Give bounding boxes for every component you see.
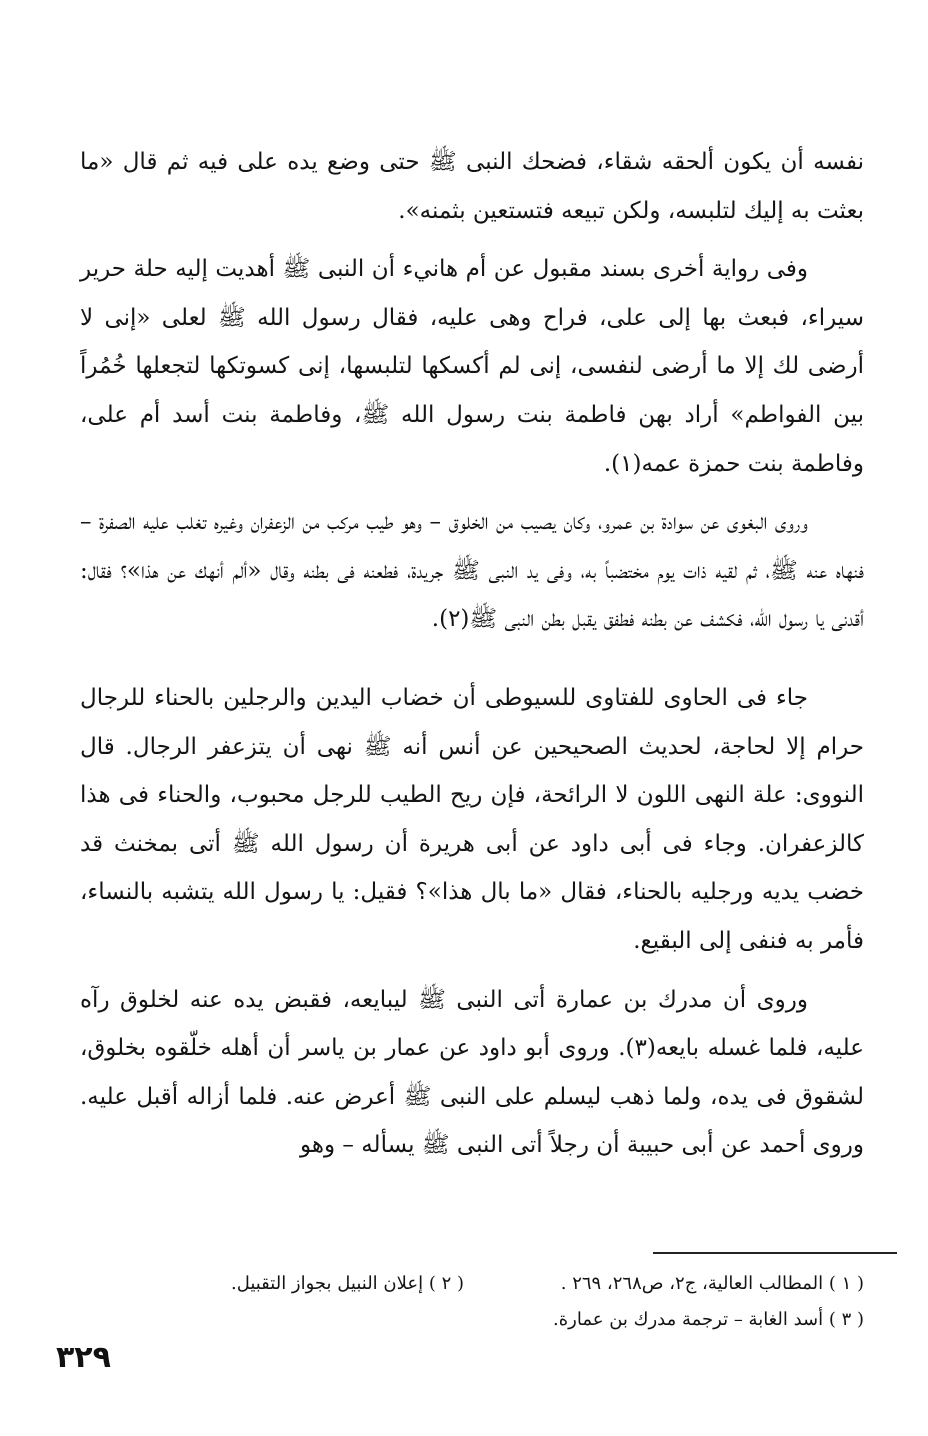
footnote-1: ( ١ ) المطالب العالية، ج٢، ص٢٦٨، ٢٦٩ . bbox=[560, 1273, 864, 1294]
footnote-2: ( ٢ ) إعلان النبيل بجواز التقبيل. bbox=[230, 1273, 464, 1294]
page-number: ٣٢٩ bbox=[56, 1340, 111, 1375]
paragraph-4: جاء فى الحاوى للفتاوى للسيوطى أن خضاب اليدين والرجلين بالحناء للرجال حرام إلا لحاجة، لحديث الصحيحين عن أنس أنه ﷺ نهى أن يتزعفر الرجال. قال النووى: علة النهى اللون لا الرائحة، فإن ريح الطيب للرجل محبوب، والحناء فى هذا كالزعفران. وجاء فى أبى داود عن أبى هريرة أن رسول الله ﷺ أتى بمخنث قد خضب يديه ورجليه بالحناء، فقال «ما بال هذا»؟ فقيل: يا رسول الله يتشبه بالنساء، فأمر به فنفى إلى البقيع. bbox=[80, 684, 864, 954]
footnote-divider bbox=[653, 1252, 897, 1254]
footnotes bbox=[80, 1266, 864, 1338]
footnote-3: ( ٣ ) أسد الغابة – ترجمة مدرك بن عمارة. bbox=[553, 1309, 864, 1330]
paragraph-3: وروى البغوى عن سوادة بن عمرو، وكان يصيب من الخلوق – وهو طيب مركب من الزعفران وغيره تغلب عليه الصفرة – فنهاه عنه ﷺ، ثم لقيه ذات يوم مختضباً به، وفى يد النبى ﷺ جريدة، فطعنه فى بطنه وقال «ألم أنهك عن هذا»؟ فقال: أقدنى يا رسول الله، فكشف عن بطنه فطفق يقبل بطن النبى ﷺ(٢). bbox=[80, 509, 864, 633]
paragraph-1: نفسه أن يكون ألحقه شقاء، فضحك النبى ﷺ حتى وضع يده على فيه ثم قال «ما بعثت به إليك لتلبسه، ولكن تبيعه فتستعين بثمنه». bbox=[80, 149, 864, 224]
paragraph-2: وفى رواية أخرى بسند مقبول عن أم هانيء أن النبى ﷺ أهديت إليه حلة حرير سيراء، فبعث بها إلى على، فراح وهى عليه، فقال رسول الله ﷺ لعلى «إنى لا أرضى لك إلا ما أرضى لنفسى، إنى لم أكسكها لتلبسها، إنى كسوتكها لتجعلها خُمُراً بين الفواطم» أراد بهن فاطمة بنت رسول الله ﷺ، وفاطمة بنت أسد أم على، وفاطمة بنت حمزة عمه(١). bbox=[80, 256, 864, 477]
footnote-row bbox=[80, 1266, 864, 1302]
paragraph-5: وروى أن مدرك بن عمارة أتى النبى ﷺ ليبايعه، فقبض يده عنه لخلوق رآه عليه، فلما غسله بايعه(٣). وروى أبو داود عن عمار بن ياسر أن أهله خلّقوه بخلوق، لشقوق فى يده، ولما ذهب ليسلم على النبى ﷺ أعرض عنه. فلما أزاله أقبل عليه. وروى أحمد عن أبى حبيبة أن رجلاً أتى النبى ﷺ يسأله – وهو bbox=[80, 986, 864, 1159]
main-text bbox=[80, 138, 864, 1170]
